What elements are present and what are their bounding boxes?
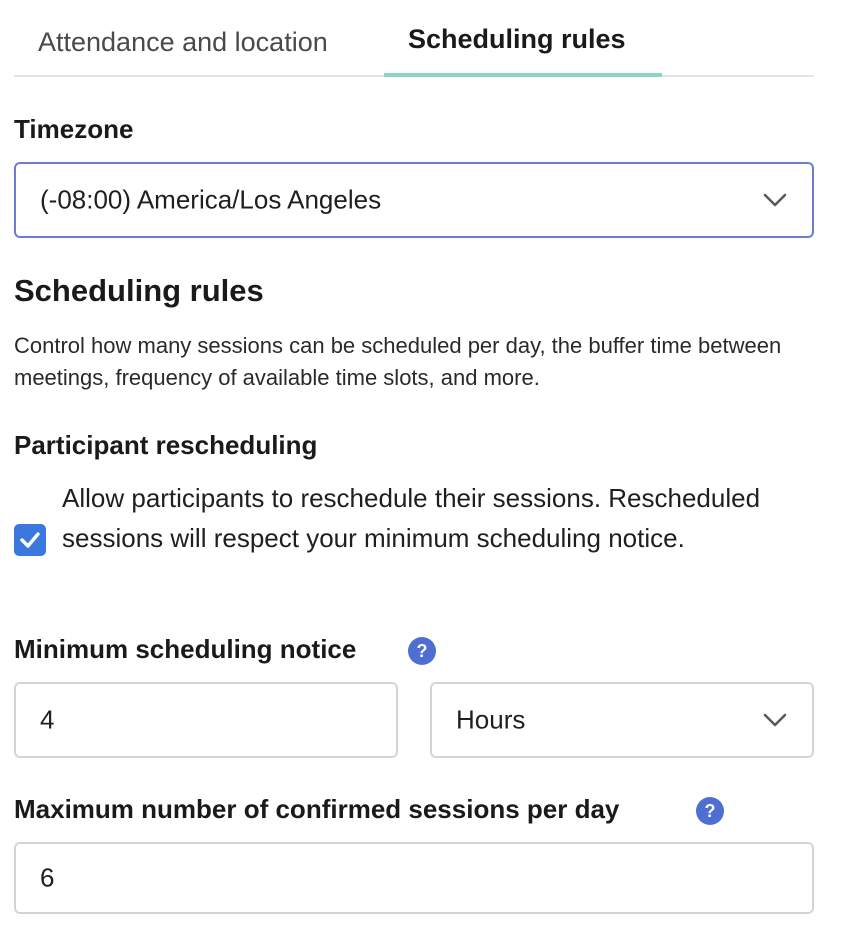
checkmark-icon (17, 527, 43, 553)
minimum-notice-amount-value: 4 (40, 704, 55, 735)
scheduling-rules-description: Control how many sessions can be scheduled per day, the buffer time between meetings, frequency of available time slots, and more. (14, 333, 782, 390)
timezone-select[interactable] (14, 162, 814, 238)
tab-attendance-label: Attendance and location (38, 27, 328, 57)
minimum-notice-unit-value: Hours (456, 704, 526, 735)
max-sessions-help-icon[interactable]: ? (696, 797, 724, 825)
max-sessions-input[interactable] (14, 842, 814, 914)
minimum-notice-unit-select[interactable] (430, 682, 814, 758)
max-sessions-label: Maximum number of confirmed sessions per day (14, 794, 620, 824)
tab-scheduling-label: Scheduling rules (408, 24, 626, 54)
tab-scheduling-rules[interactable] (384, 0, 662, 77)
minimum-notice-help-icon[interactable]: ? (408, 637, 436, 665)
max-sessions-value: 6 (40, 862, 55, 893)
tab-bar (14, 0, 814, 77)
reschedule-checkbox[interactable] (14, 524, 46, 556)
minimum-notice-amount-input[interactable] (14, 682, 398, 758)
tab-attendance-and-location[interactable] (14, 0, 384, 77)
chevron-down-icon (762, 712, 788, 728)
participant-rescheduling-label: Participant rescheduling (14, 430, 318, 460)
reschedule-checkbox-text: Allow participants to reschedule their sessions. Rescheduled sessions will respect your minimum scheduling notice. (62, 483, 761, 553)
timezone-label: Timezone (14, 114, 134, 144)
scheduling-rules-heading: Scheduling rules (14, 273, 264, 308)
chevron-down-icon (762, 192, 788, 208)
minimum-notice-label: Minimum scheduling notice (14, 634, 357, 664)
timezone-value: (-08:00) America/Los Angeles (40, 184, 382, 215)
